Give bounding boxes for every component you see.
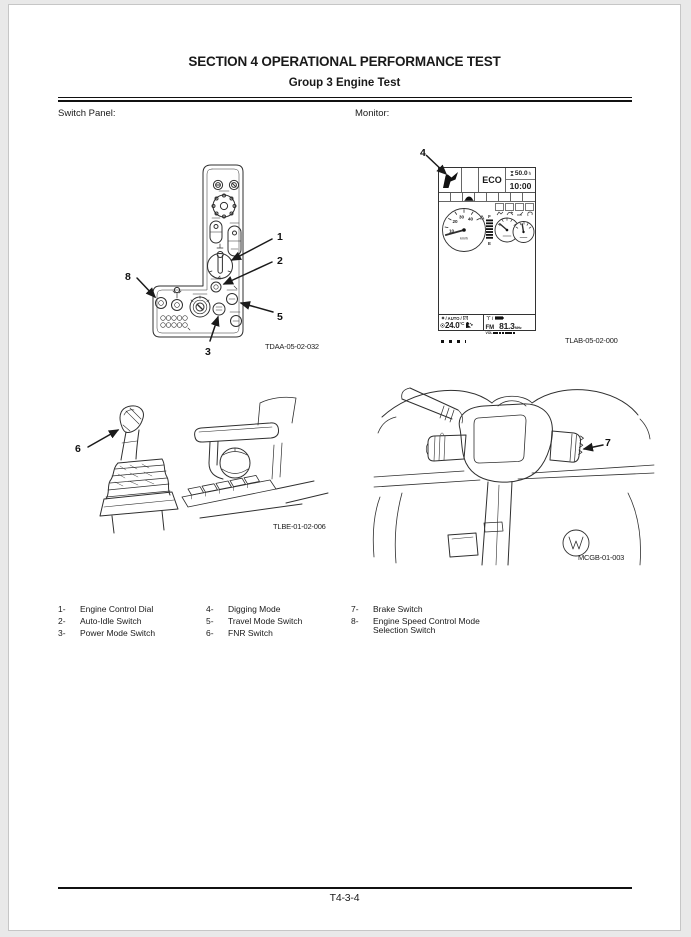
steering-column-figure-caption: MCGB-01-003 bbox=[578, 553, 625, 562]
engine-control-dial bbox=[208, 244, 233, 279]
steering-column-figure bbox=[372, 373, 657, 568]
svg-text:E: E bbox=[488, 241, 491, 246]
monitor-display bbox=[438, 167, 536, 335]
sun-icon bbox=[441, 316, 445, 320]
speedometer-gauge bbox=[443, 209, 486, 252]
lever-knob bbox=[220, 448, 250, 478]
group-subtitle: Group 3 Engine Test bbox=[288, 77, 401, 89]
lever-base bbox=[100, 492, 178, 533]
car-icon bbox=[464, 195, 474, 202]
defrost-icon bbox=[463, 316, 468, 321]
callout-5: 5 bbox=[277, 311, 283, 323]
pedal bbox=[448, 533, 478, 557]
wiper-switch-icon bbox=[213, 180, 222, 189]
switch-panel-section-label: Switch Panel: bbox=[58, 108, 116, 119]
legend-item-2: 2- Auto-Idle Switch bbox=[58, 616, 142, 627]
aircon-status-cell bbox=[439, 314, 484, 330]
armrest bbox=[195, 423, 279, 479]
legend-item-5: 5- Travel Mode Switch bbox=[206, 616, 303, 627]
legend-column-3 bbox=[351, 605, 483, 638]
legend-column-2 bbox=[206, 605, 336, 642]
switch-panel-figure-caption: TDAA-05-02-032 bbox=[265, 342, 319, 351]
column-head bbox=[459, 404, 552, 482]
control-lever-figure-caption: TLBE-01-02-006 bbox=[273, 522, 326, 531]
callout-1: 1 bbox=[277, 231, 283, 243]
radio-mode-line: / bbox=[486, 316, 536, 321]
eco-mode-label: ECO bbox=[479, 168, 506, 193]
empty-cell bbox=[462, 168, 479, 193]
svg-text:F: F bbox=[488, 214, 491, 219]
battery-icon bbox=[495, 316, 504, 320]
control-lever-figure bbox=[60, 385, 350, 535]
auto-idle-indicator-cell bbox=[463, 193, 475, 202]
left-grip bbox=[426, 433, 466, 461]
callout-8: 8 bbox=[125, 271, 131, 283]
svg-text:40: 40 bbox=[467, 216, 474, 222]
legend-item-7: 7- Brake Switch bbox=[351, 604, 423, 614]
legend-item-6: 6- FNR Switch bbox=[206, 628, 273, 639]
svg-text:20: 20 bbox=[452, 219, 458, 224]
radio-frequency-readout: FM 81.3 MHz bbox=[485, 320, 522, 331]
hourglass-icon bbox=[510, 171, 514, 176]
svg-text:10: 10 bbox=[448, 228, 455, 234]
manual-page bbox=[8, 4, 681, 931]
volume-indicator: VOL bbox=[486, 331, 536, 336]
callout-2: 2 bbox=[277, 255, 283, 267]
aircon-mode-line: / AUTO / bbox=[441, 316, 484, 321]
keypad-buttons bbox=[161, 316, 190, 330]
antenna-icon bbox=[486, 316, 491, 321]
rocker-switch-left bbox=[210, 218, 222, 243]
legend-item-4: 4- Digging Mode bbox=[206, 604, 281, 614]
hour-meter: 50.0 h bbox=[506, 168, 535, 180]
monitor-section-label: Monitor: bbox=[355, 108, 390, 119]
key-switch bbox=[190, 294, 210, 317]
legend-item-3: 3- Power Mode Switch bbox=[58, 628, 156, 639]
clock: 10:00 bbox=[509, 181, 532, 191]
callout-4: 4 bbox=[420, 147, 426, 159]
console-keypad bbox=[182, 475, 276, 507]
brake-switch-knob bbox=[550, 431, 584, 462]
footer-rule bbox=[58, 887, 632, 889]
washer-switch-icon bbox=[229, 180, 238, 189]
fan-speed-bars bbox=[441, 330, 484, 348]
svg-text:km/h: km/h bbox=[460, 236, 468, 241]
hour-clock-cell bbox=[506, 168, 535, 193]
work-light-switch bbox=[172, 287, 183, 310]
switch-panel-figure bbox=[115, 140, 350, 355]
footer-page-number: T4-3-4 bbox=[329, 892, 360, 904]
svg-text:30: 30 bbox=[458, 214, 465, 220]
temperature-readout: 24.0 °C bbox=[440, 321, 483, 330]
legend-item-1: 1- Engine Control Dial bbox=[58, 604, 154, 614]
fuel-temp-gauge bbox=[513, 222, 534, 243]
callout-7: 7 bbox=[605, 437, 611, 449]
turn-signal-stalk bbox=[402, 388, 463, 423]
vent-seat-icon bbox=[465, 321, 473, 329]
legend-column-1 bbox=[58, 605, 198, 642]
fnr-lever-head bbox=[120, 406, 143, 433]
power-mode-switch bbox=[213, 303, 225, 315]
legend-item-8: 8- Engine Speed Control Mode Selection Switch bbox=[351, 616, 480, 636]
callout-3: 3 bbox=[205, 346, 211, 358]
radio-status-cell bbox=[484, 314, 535, 335]
monitor-figure-caption: TLAB-05-02-000 bbox=[565, 336, 618, 345]
gauge-cluster bbox=[439, 204, 535, 262]
callout-6: 6 bbox=[75, 443, 81, 455]
light-switch-dial bbox=[212, 191, 236, 218]
page-title: SECTION 4 OPERATIONAL PERFORMANCE TEST bbox=[188, 54, 501, 69]
header-double-rule bbox=[58, 97, 632, 102]
